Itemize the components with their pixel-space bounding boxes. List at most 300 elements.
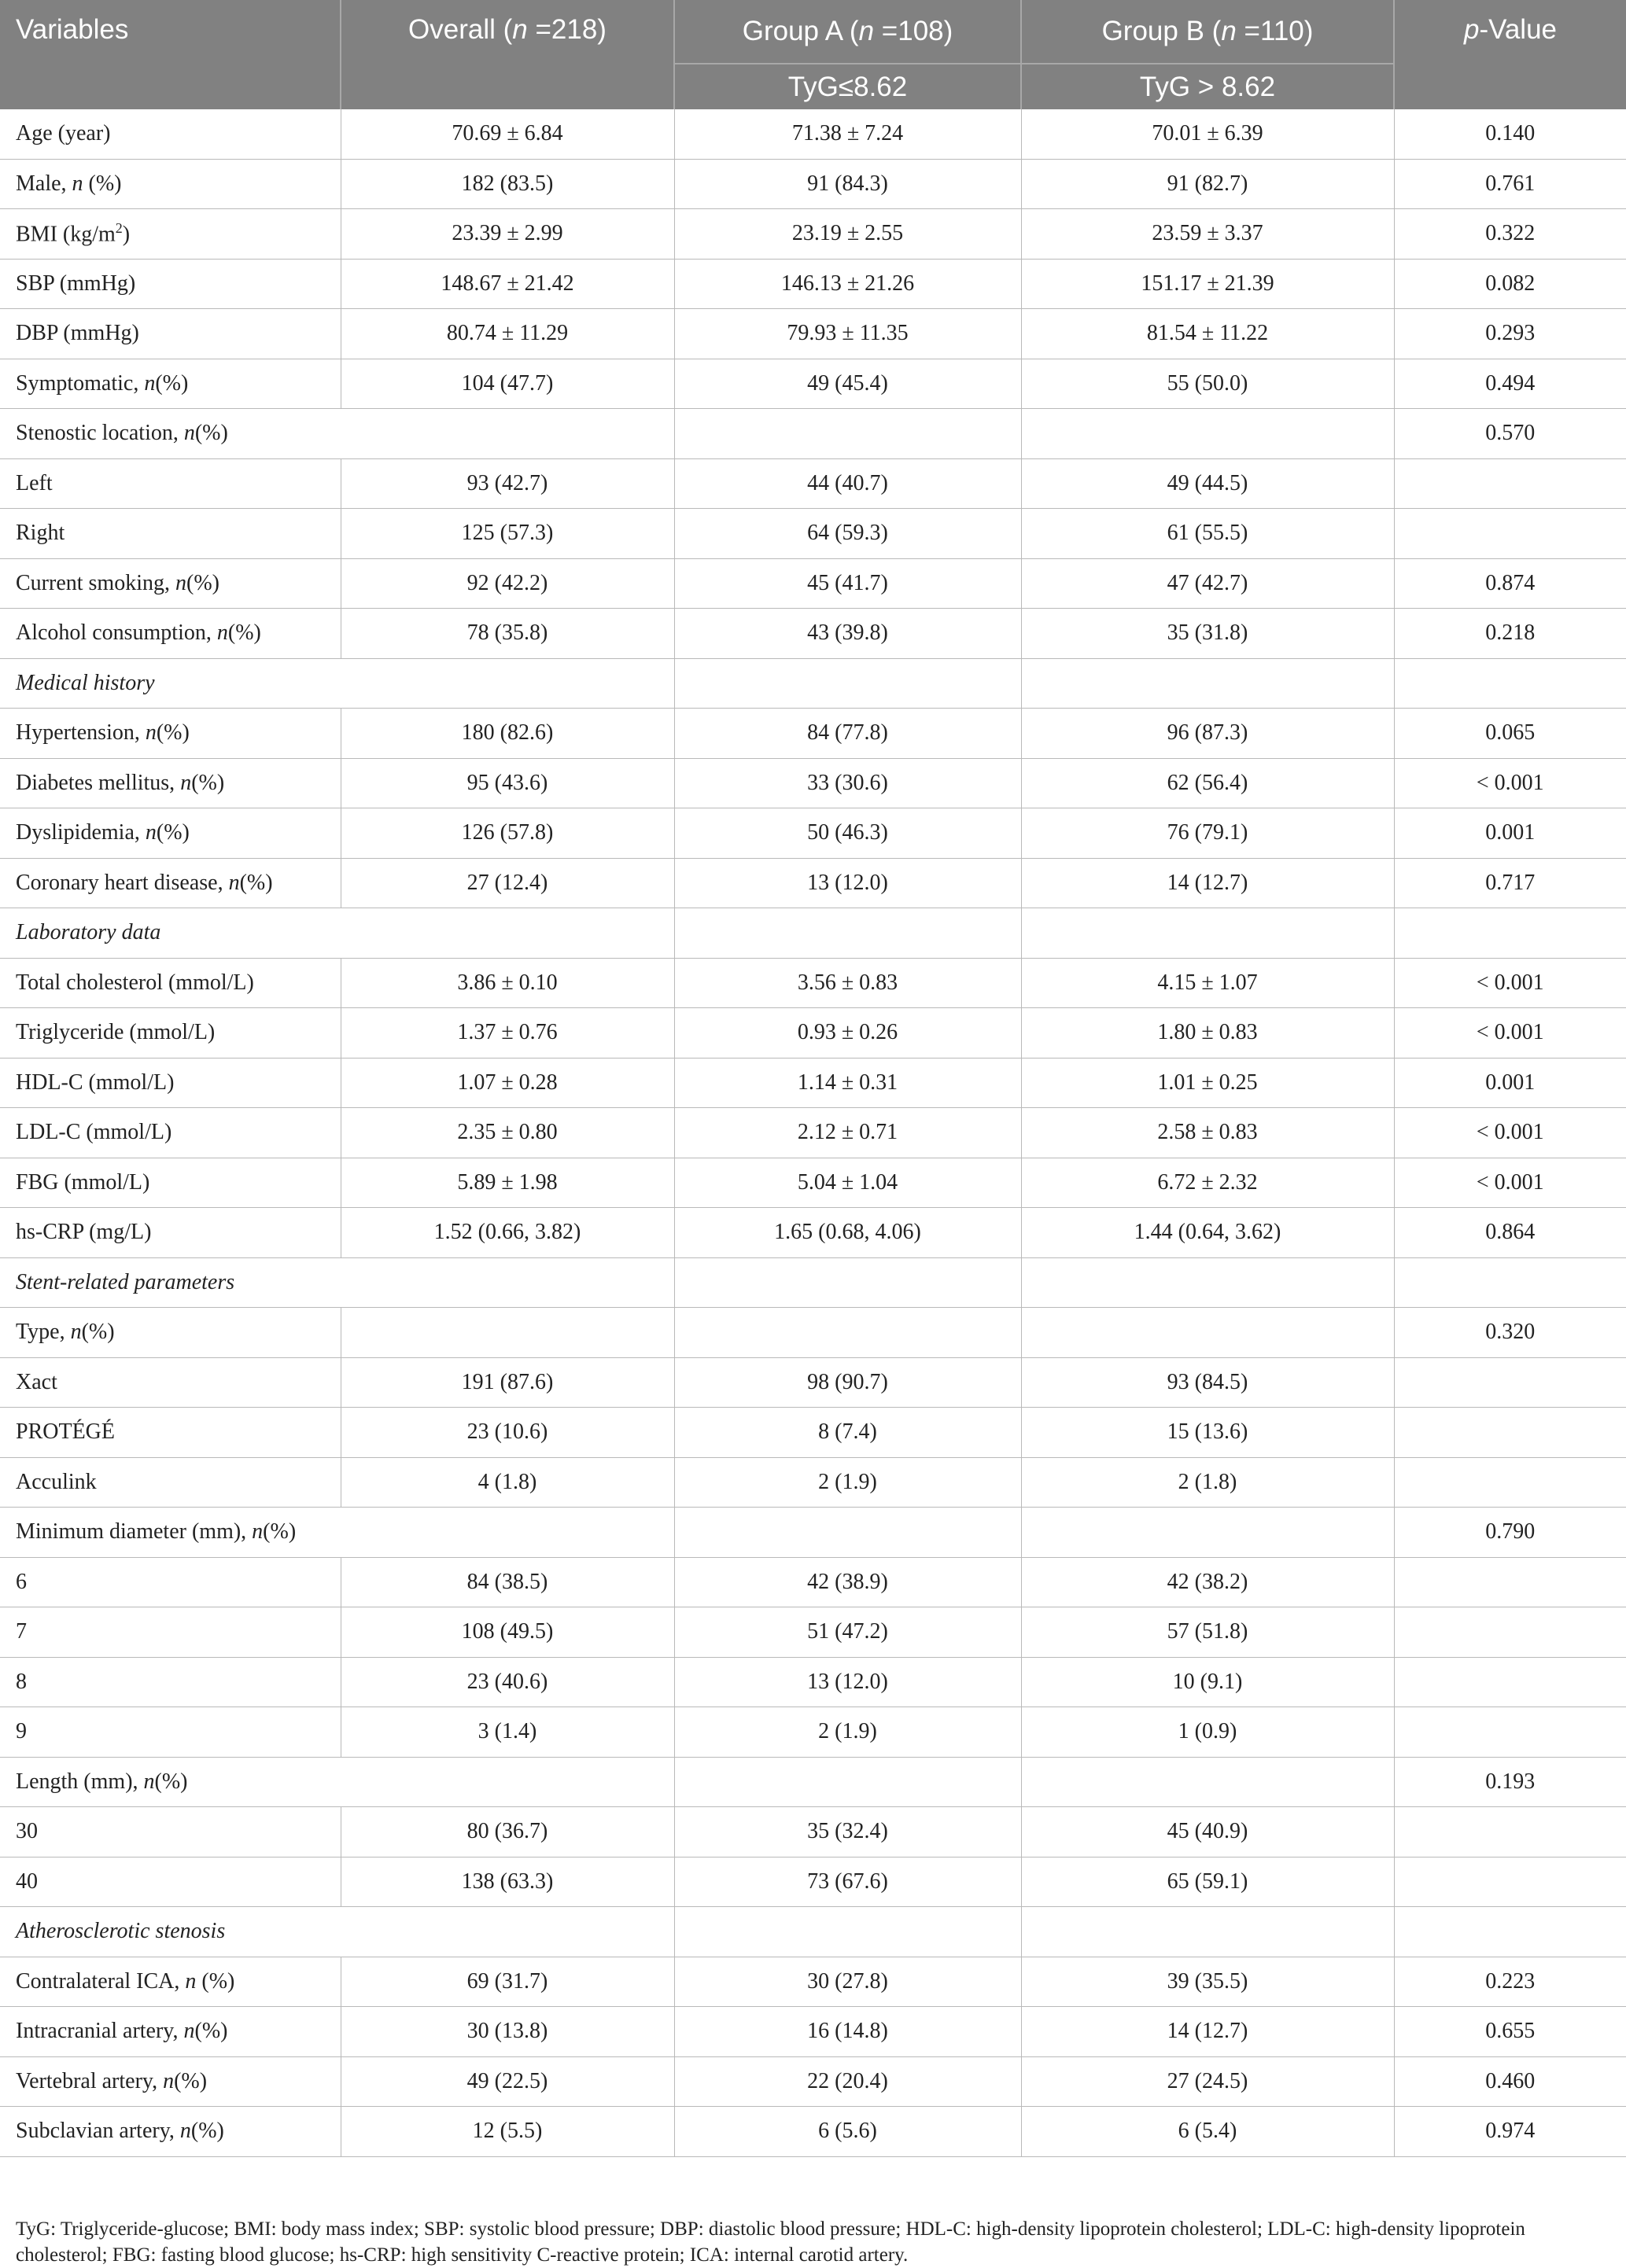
group-a-cell: 23.19 ± 2.55 <box>674 209 1021 260</box>
row-label-suffix: (%) <box>196 1968 235 1994</box>
overall-cell: 126 (57.8) <box>341 808 674 859</box>
group-b-cell: 93 (84.5) <box>1021 1357 1394 1408</box>
overall-cell: 95 (43.6) <box>341 758 674 808</box>
p-value-cell: 0.082 <box>1394 259 1626 309</box>
row-label-n: n <box>163 2068 175 2093</box>
row-label: HDL-C (mmol/L) <box>0 1058 341 1108</box>
p-value-cell <box>1394 458 1626 509</box>
overall-cell: 23.39 ± 2.99 <box>341 209 674 260</box>
row-label: LDL-C (mmol/L) <box>0 1108 341 1158</box>
table-row <box>0 1308 1626 1358</box>
p-value-cell: 0.717 <box>1394 858 1626 908</box>
group-b-cell: 14 (12.7) <box>1021 2007 1394 2057</box>
row-label-n: n <box>228 870 240 895</box>
group-b-cell: 14 (12.7) <box>1021 858 1394 908</box>
group-a-cell: 35 (32.4) <box>674 1807 1021 1857</box>
p-value-cell: 0.223 <box>1394 1957 1626 2007</box>
group-a-cell <box>674 1907 1021 1957</box>
overall-cell: 27 (12.4) <box>341 858 674 908</box>
table-row <box>0 1857 1626 1907</box>
row-label-text: Diabetes mellitus, <box>16 770 181 795</box>
row-label-n: n <box>252 1519 264 1545</box>
p-value-cell: 0.193 <box>1394 1757 1626 1807</box>
overall-cell: 93 (42.7) <box>341 458 674 509</box>
group-a-cell: 13 (12.0) <box>674 858 1021 908</box>
overall-cell: 80 (36.7) <box>341 1807 674 1857</box>
table-row <box>0 1657 1626 1707</box>
group-a-cell: 1.14 ± 0.31 <box>674 1058 1021 1108</box>
table-row <box>0 858 1626 908</box>
overall-cell: 49 (22.5) <box>341 2056 674 2107</box>
group-a-cell: 49 (45.4) <box>674 359 1021 409</box>
overall-cell: 148.67 ± 21.42 <box>341 259 674 309</box>
group-b-cell <box>1021 1257 1394 1308</box>
table-row <box>0 758 1626 808</box>
row-label: 6 <box>0 1557 341 1607</box>
group-b-cell: 27 (24.5) <box>1021 2056 1394 2107</box>
group-a-cell: 98 (90.7) <box>674 1357 1021 1408</box>
row-label-suffix: (%) <box>191 770 225 795</box>
header-variables: Variables <box>0 0 341 109</box>
group-b-cell <box>1021 658 1394 709</box>
table-row <box>0 1158 1626 1208</box>
row-label-text: Length (mm), <box>16 1769 144 1794</box>
row-label <box>0 808 341 859</box>
table-row <box>0 1008 1626 1059</box>
group-a-cell: 16 (14.8) <box>674 2007 1021 2057</box>
row-label: Triglyceride (mmol/L) <box>0 1008 341 1059</box>
header-group-b: Group B (n =110) <box>1021 0 1394 64</box>
group-a-cell: 71.38 ± 7.24 <box>674 109 1021 159</box>
group-b-cell: 65 (59.1) <box>1021 1857 1394 1907</box>
group-a-cell <box>674 658 1021 709</box>
p-value-cell <box>1394 1807 1626 1857</box>
table-row <box>0 2007 1626 2057</box>
row-label-suffix: (%) <box>154 1769 188 1794</box>
row-label: Age (year) <box>0 109 341 159</box>
row-label-text: Type, <box>16 1320 71 1345</box>
p-value-cell <box>1394 1257 1626 1308</box>
group-a-cell <box>674 1308 1021 1358</box>
p-value-cell: 0.320 <box>1394 1308 1626 1358</box>
table-row <box>0 1957 1626 2007</box>
row-label: PROTÉGÉ <box>0 1408 341 1458</box>
group-b-cell: 6 (5.4) <box>1021 2107 1394 2157</box>
group-b-cell <box>1021 908 1394 959</box>
table-row <box>0 1807 1626 1857</box>
row-label: SBP (mmHg) <box>0 259 341 309</box>
p-value-cell <box>1394 1357 1626 1408</box>
group-a-cell <box>674 1508 1021 1558</box>
group-b-cell: 70.01 ± 6.39 <box>1021 109 1394 159</box>
table-header <box>0 0 1626 109</box>
row-label-suffix: (%) <box>156 720 190 746</box>
p-value-cell: < 0.001 <box>1394 1108 1626 1158</box>
p-value-cell: 0.460 <box>1394 2056 1626 2107</box>
row-label: 40 <box>0 1857 341 1907</box>
group-a-cell: 5.04 ± 1.04 <box>674 1158 1021 1208</box>
table-row <box>0 1757 1626 1807</box>
header-overall: Overall (n =218) <box>341 0 674 109</box>
p-value-cell <box>1394 1657 1626 1707</box>
p-value-cell <box>1394 908 1626 959</box>
overall-cell: 30 (13.8) <box>341 2007 674 2057</box>
p-value-cell: 0.065 <box>1394 709 1626 759</box>
group-b-cell: 39 (35.5) <box>1021 1957 1394 2007</box>
p-value-cell: < 0.001 <box>1394 958 1626 1008</box>
row-label: Acculink <box>0 1457 341 1508</box>
row-label <box>0 2056 341 2107</box>
p-value-cell <box>1394 1557 1626 1607</box>
p-value-cell: 0.293 <box>1394 309 1626 359</box>
overall-cell: 182 (83.5) <box>341 159 674 209</box>
group-b-cell: 76 (79.1) <box>1021 808 1394 859</box>
p-value-cell: 0.140 <box>1394 109 1626 159</box>
row-label-text: Vertebral artery, <box>16 2068 164 2093</box>
table-row <box>0 159 1626 209</box>
row-label-text: Intracranial artery, <box>16 2019 184 2044</box>
group-b-cell: 49 (44.5) <box>1021 458 1394 509</box>
row-label: FBG (mmol/L) <box>0 1158 341 1208</box>
row-label-suffix: (%) <box>227 620 261 646</box>
group-a-cell: 2.12 ± 0.71 <box>674 1108 1021 1158</box>
table-row <box>0 2056 1626 2107</box>
overall-cell: 23 (40.6) <box>341 1657 674 1707</box>
row-label-n: n <box>216 620 228 646</box>
overall-cell: 23 (10.6) <box>341 1408 674 1458</box>
p-value-cell: < 0.001 <box>1394 1008 1626 1059</box>
row-label: DBP (mmHg) <box>0 309 341 359</box>
overall-cell: 138 (63.3) <box>341 1857 674 1907</box>
overall-cell: 125 (57.3) <box>341 509 674 559</box>
group-b-cell: 62 (56.4) <box>1021 758 1394 808</box>
group-a-cell: 0.93 ± 0.26 <box>674 1008 1021 1059</box>
section-row <box>0 908 1626 959</box>
group-a-cell: 45 (41.7) <box>674 558 1021 609</box>
group-b-cell: 55 (50.0) <box>1021 359 1394 409</box>
table-row <box>0 1408 1626 1458</box>
section-row <box>0 1257 1626 1308</box>
group-b-cell <box>1021 1907 1394 1957</box>
row-label <box>0 409 674 459</box>
row-label-text: Male, <box>16 171 72 196</box>
p-value-cell <box>1394 658 1626 709</box>
p-value-cell: < 0.001 <box>1394 1158 1626 1208</box>
group-b-cell: 1.01 ± 0.25 <box>1021 1058 1394 1108</box>
row-label <box>0 159 341 209</box>
group-a-cell: 79.93 ± 11.35 <box>674 309 1021 359</box>
header-group-b-criterion: TyG > 8.62 <box>1021 64 1394 109</box>
table-body <box>0 109 1626 2156</box>
group-b-cell: 151.17 ± 21.39 <box>1021 259 1394 309</box>
group-b-cell: 47 (42.7) <box>1021 558 1394 609</box>
overall-cell: 84 (38.5) <box>341 1557 674 1607</box>
table-row <box>0 509 1626 559</box>
row-label-superscript: 2 <box>115 220 123 237</box>
group-b-cell <box>1021 1757 1394 1807</box>
row-label: 30 <box>0 1807 341 1857</box>
overall-cell: 5.89 ± 1.98 <box>341 1158 674 1208</box>
group-a-cell <box>674 1257 1021 1308</box>
p-value-cell: 0.570 <box>1394 409 1626 459</box>
row-label <box>0 609 341 659</box>
group-a-cell: 30 (27.8) <box>674 1957 1021 2007</box>
p-value-cell <box>1394 1457 1626 1508</box>
table-row <box>0 1058 1626 1108</box>
group-a-cell: 8 (7.4) <box>674 1408 1021 1458</box>
group-b-cell: 2.58 ± 0.83 <box>1021 1108 1394 1158</box>
group-a-cell: 3.56 ± 0.83 <box>674 958 1021 1008</box>
overall-cell: 191 (87.6) <box>341 1357 674 1408</box>
table-row <box>0 1457 1626 1508</box>
group-a-cell <box>674 1757 1021 1807</box>
row-label-text: Coronary heart disease, <box>16 870 229 895</box>
group-b-cell: 1 (0.9) <box>1021 1707 1394 1758</box>
group-b-cell: 15 (13.6) <box>1021 1408 1394 1458</box>
table-row <box>0 1108 1626 1158</box>
overall-cell: 2.35 ± 0.80 <box>341 1108 674 1158</box>
row-label-text: Dyslipidemia, <box>16 820 146 845</box>
row-label <box>0 558 341 609</box>
table-row <box>0 409 1626 459</box>
section-row <box>0 1907 1626 1957</box>
section-row <box>0 658 1626 709</box>
group-a-cell: 51 (47.2) <box>674 1607 1021 1658</box>
table-row <box>0 808 1626 859</box>
group-a-cell <box>674 409 1021 459</box>
table-row <box>0 259 1626 309</box>
row-label: 9 <box>0 1707 341 1758</box>
p-value-cell <box>1394 1907 1626 1957</box>
row-label-text: Current smoking, <box>16 570 175 595</box>
row-label-text: Symptomatic, <box>16 370 145 396</box>
row-label-suffix: (%) <box>186 570 219 595</box>
row-label <box>0 1308 341 1358</box>
p-value-cell <box>1394 1607 1626 1658</box>
overall-cell <box>341 1308 674 1358</box>
group-a-cell: 43 (39.8) <box>674 609 1021 659</box>
group-b-cell: 1.80 ± 0.83 <box>1021 1008 1394 1059</box>
group-a-cell: 91 (84.3) <box>674 159 1021 209</box>
row-label-n: n <box>185 1968 197 1994</box>
table-row <box>0 1557 1626 1607</box>
row-label-text: Contralateral ICA, <box>16 1968 186 1994</box>
row-label <box>0 2107 341 2157</box>
group-b-cell: 91 (82.7) <box>1021 159 1394 209</box>
table-row <box>0 2107 1626 2157</box>
group-b-cell: 96 (87.3) <box>1021 709 1394 759</box>
row-label-text: Hypertension, <box>16 720 146 746</box>
group-b-cell: 61 (55.5) <box>1021 509 1394 559</box>
row-label-text: Alcohol consumption, <box>16 620 217 646</box>
row-label <box>0 1508 674 1558</box>
table-row <box>0 1607 1626 1658</box>
row-label-suffix: (%) <box>190 2119 224 2144</box>
row-label <box>0 1957 341 2007</box>
p-value-cell: 0.864 <box>1394 1208 1626 1258</box>
overall-cell: 12 (5.5) <box>341 2107 674 2157</box>
overall-cell: 1.37 ± 0.76 <box>341 1008 674 1059</box>
group-b-cell: 23.59 ± 3.37 <box>1021 209 1394 260</box>
group-b-cell: 57 (51.8) <box>1021 1607 1394 1658</box>
section-label: Medical history <box>0 658 674 709</box>
row-label-n: n <box>143 1769 155 1794</box>
row-label: 7 <box>0 1607 341 1658</box>
p-value-cell: 0.974 <box>1394 2107 1626 2157</box>
table-row <box>0 1707 1626 1758</box>
row-label-suffix: (%) <box>156 820 190 845</box>
header-group-a-criterion: TyG≤8.62 <box>674 64 1021 109</box>
group-a-cell: 22 (20.4) <box>674 2056 1021 2107</box>
group-a-cell: 2 (1.9) <box>674 1707 1021 1758</box>
overall-cell: 3.86 ± 0.10 <box>341 958 674 1008</box>
row-label: Right <box>0 509 341 559</box>
overall-cell: 1.52 (0.66, 3.82) <box>341 1208 674 1258</box>
group-a-cell: 13 (12.0) <box>674 1657 1021 1707</box>
group-b-cell: 6.72 ± 2.32 <box>1021 1158 1394 1208</box>
row-label <box>0 359 341 409</box>
group-b-cell: 4.15 ± 1.07 <box>1021 958 1394 1008</box>
group-b-cell: 81.54 ± 11.22 <box>1021 309 1394 359</box>
row-label-suffix: (%) <box>239 870 273 895</box>
p-value-cell: 0.655 <box>1394 2007 1626 2057</box>
group-b-cell: 10 (9.1) <box>1021 1657 1394 1707</box>
table-footnote: TyG: Triglyceride-glucose; BMI: body mass index; SBP: systolic blood pressure; DBP: diastolic blood pressure; HDL-C: high-density lipoprotein cholesterol; LDL-C: high-density lipoprotein cholesterol; FBG: fasting blood glucose; hs-CRP: high sensitivity C-reactive protein; ICA: internal carotid artery. <box>16 2218 1525 2266</box>
p-value-cell: 0.001 <box>1394 808 1626 859</box>
row-label-n: n <box>175 570 186 595</box>
row-label-n: n <box>179 2119 191 2144</box>
row-label-text: Subclavian artery, <box>16 2119 180 2144</box>
row-label-n: n <box>180 770 192 795</box>
row-label: Left <box>0 458 341 509</box>
header-p-value: p-Value <box>1394 0 1626 109</box>
row-label: 8 <box>0 1657 341 1707</box>
row-label-n: n <box>183 2019 195 2044</box>
p-value-cell: 0.761 <box>1394 159 1626 209</box>
row-label-n: n <box>72 171 83 196</box>
group-a-cell: 73 (67.6) <box>674 1857 1021 1907</box>
row-label-suffix: (%) <box>81 1320 115 1345</box>
row-label-suffix: (%) <box>155 370 189 396</box>
row-label <box>0 709 341 759</box>
row-label-n: n <box>145 820 157 845</box>
row-label-text: Minimum diameter (mm), <box>16 1519 253 1545</box>
table-row <box>0 558 1626 609</box>
section-label: Laboratory data <box>0 908 674 959</box>
row-label-n: n <box>144 370 156 396</box>
table-row <box>0 958 1626 1008</box>
row-label-n: n <box>70 1320 82 1345</box>
row-label-text: BMI (kg/m <box>16 222 116 247</box>
overall-cell: 1.07 ± 0.28 <box>341 1058 674 1108</box>
overall-cell: 108 (49.5) <box>341 1607 674 1658</box>
overall-cell: 180 (82.6) <box>341 709 674 759</box>
table-row <box>0 1508 1626 1558</box>
p-value-cell: 0.790 <box>1394 1508 1626 1558</box>
row-label <box>0 1757 674 1807</box>
group-b-cell <box>1021 1308 1394 1358</box>
row-label <box>0 858 341 908</box>
group-b-cell <box>1021 1508 1394 1558</box>
header-group-a: Group A (n =108) <box>674 0 1021 64</box>
overall-cell: 3 (1.4) <box>341 1707 674 1758</box>
group-a-cell: 64 (59.3) <box>674 509 1021 559</box>
p-value-cell: 0.001 <box>1394 1058 1626 1108</box>
overall-cell: 70.69 ± 6.84 <box>341 109 674 159</box>
group-b-cell: 35 (31.8) <box>1021 609 1394 659</box>
p-value-cell <box>1394 1707 1626 1758</box>
p-value-cell: 0.494 <box>1394 359 1626 409</box>
table-row <box>0 359 1626 409</box>
overall-cell: 92 (42.2) <box>341 558 674 609</box>
overall-cell: 69 (31.7) <box>341 1957 674 2007</box>
table-row <box>0 109 1626 159</box>
group-b-cell: 42 (38.2) <box>1021 1557 1394 1607</box>
p-value-cell <box>1394 1408 1626 1458</box>
section-label: Atherosclerotic stenosis <box>0 1907 674 1957</box>
row-label: Xact <box>0 1357 341 1408</box>
table-row <box>0 458 1626 509</box>
row-label-text: Stenostic location, <box>16 421 184 446</box>
table-row <box>0 209 1626 260</box>
group-a-cell: 50 (46.3) <box>674 808 1021 859</box>
overall-cell: 78 (35.8) <box>341 609 674 659</box>
table-row <box>0 309 1626 359</box>
p-value-cell: 0.874 <box>1394 558 1626 609</box>
row-label <box>0 2007 341 2057</box>
group-b-cell: 1.44 (0.64, 3.62) <box>1021 1208 1394 1258</box>
table-row <box>0 1208 1626 1258</box>
row-label-suffix: (%) <box>194 2019 228 2044</box>
group-a-cell: 84 (77.8) <box>674 709 1021 759</box>
row-label <box>0 209 341 260</box>
p-value-cell: 0.218 <box>1394 609 1626 659</box>
section-label: Stent-related parameters <box>0 1257 674 1308</box>
row-label-suffix: (%) <box>194 421 228 446</box>
group-a-cell: 44 (40.7) <box>674 458 1021 509</box>
table-row <box>0 709 1626 759</box>
overall-cell: 80.74 ± 11.29 <box>341 309 674 359</box>
p-value-cell: 0.322 <box>1394 209 1626 260</box>
group-a-cell: 2 (1.9) <box>674 1457 1021 1508</box>
p-value-cell: < 0.001 <box>1394 758 1626 808</box>
row-label <box>0 758 341 808</box>
row-label-suffix: (%) <box>83 171 122 196</box>
row-label-n: n <box>145 720 157 746</box>
row-label: Total cholesterol (mmol/L) <box>0 958 341 1008</box>
overall-cell: 104 (47.7) <box>341 359 674 409</box>
overall-cell: 4 (1.8) <box>341 1457 674 1508</box>
group-a-cell: 33 (30.6) <box>674 758 1021 808</box>
group-a-cell <box>674 908 1021 959</box>
table-row <box>0 609 1626 659</box>
row-label-n: n <box>183 421 195 446</box>
group-a-cell: 42 (38.9) <box>674 1557 1021 1607</box>
row-label-suffix: (%) <box>263 1519 297 1545</box>
group-b-cell <box>1021 409 1394 459</box>
table-row <box>0 1357 1626 1408</box>
group-b-cell: 2 (1.8) <box>1021 1457 1394 1508</box>
group-b-cell: 45 (40.9) <box>1021 1807 1394 1857</box>
row-label-suffix: (%) <box>174 2068 208 2093</box>
group-a-cell: 6 (5.6) <box>674 2107 1021 2157</box>
group-a-cell: 146.13 ± 21.26 <box>674 259 1021 309</box>
p-value-cell <box>1394 1857 1626 1907</box>
group-a-cell: 1.65 (0.68, 4.06) <box>674 1208 1021 1258</box>
row-label: hs-CRP (mg/L) <box>0 1208 341 1258</box>
row-label-suffix: ) <box>122 222 131 247</box>
p-value-cell <box>1394 509 1626 559</box>
